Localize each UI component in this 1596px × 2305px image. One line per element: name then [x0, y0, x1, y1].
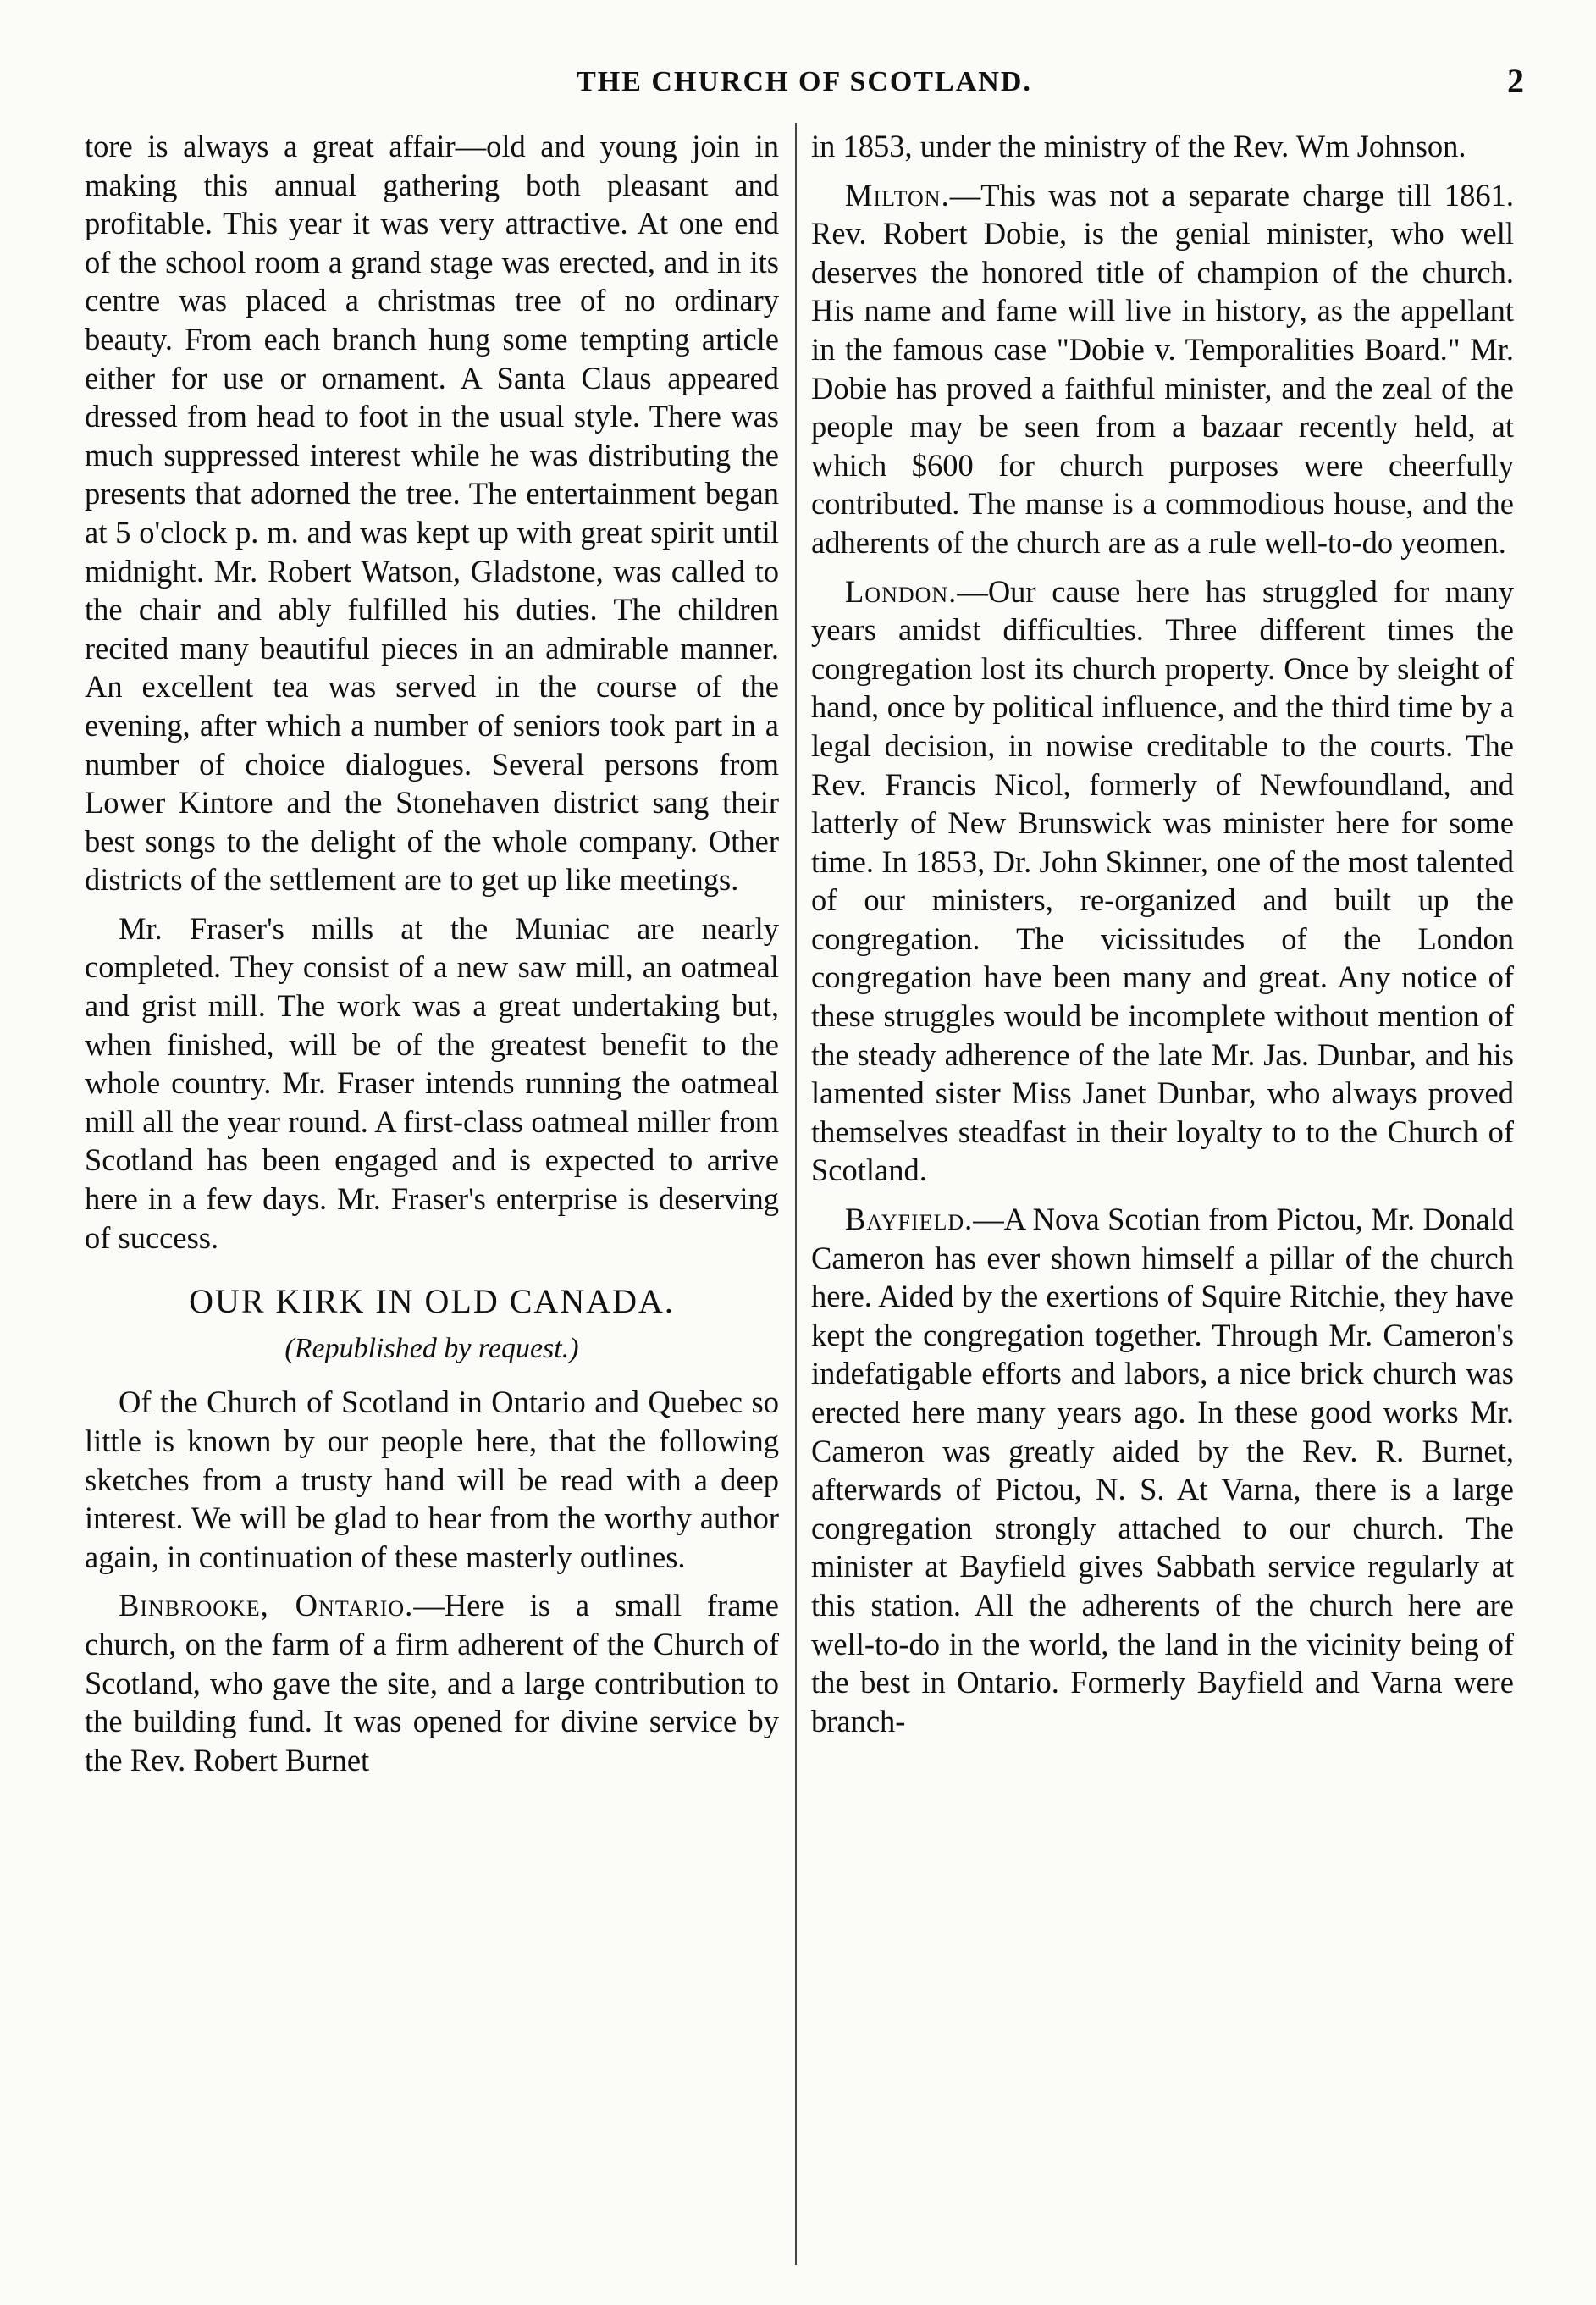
left-column: [85, 127, 779, 1789]
paragraph-christmas-entertainment: tore is always a great affair—old and young join in making this annual gathering both pleasant and profitable. This year it was very attractive. At one end of the school room a grand stage was erected, and in its centre was placed a christmas tree of no ordinary beauty. From each branch hung some tempting article either for use or ornament. A Santa Claus appeared dressed from head to foot in the usual style. There was much suppressed interest while he was distributing the presents that adorned the tree. The entertainment began at 5 o'clock p. m. and was kept up with great spirit until midnight. Mr. Robert Watson, Gladstone, was called to the chair and ably fulfilled his duties. The children recited many beautiful pieces in an admirable manner. An excellent tea was served in the course of the evening, after which a number of seniors took part in a number of choice dialogues. Several persons from Lower Kintore and the Stonehaven district sang their best songs to the delight of the whole company. Other districts of the settlement are to get up like meetings.: [85, 129, 779, 898]
place-name-london: London.: [845, 573, 958, 609]
page-header: [85, 62, 1524, 108]
column-divider: [795, 123, 797, 2265]
paragraph-london: [811, 572, 1514, 1191]
paragraph-binbrooke-text: —Here is a small frame church, on the farm of a firm adherent of the Church of Scotland, who gave the site, and a large contribution to the building fund. It was opened for divine service by the Rev. Robert Burnet: [85, 1588, 780, 1777]
place-name-milton: Milton.: [845, 177, 950, 213]
running-title: THE CHURCH OF SCOTLAND.: [577, 66, 1032, 97]
place-name-bayfield: Bayfield.: [845, 1202, 974, 1237]
paragraph-fraser-mills: Mr. Fraser's mills at the Muniac are nearly completed. They consist of a new saw mill, an oatmeal and grist mill. The work was a great undertaking but, when finished, will be of the greatest benefit to the whole country. Mr. Fraser intends running the oatmeal mill all the year round. A first-class oatmeal miller from Scotland has been engaged and is expected to arrive here in a few days. Mr. Fraser's enterprise is deserving of success.: [85, 910, 779, 1255]
paragraph-introduction: Of the Church of Scotland in Ontario and Quebec so little is known by our people here, that the following sketches from a trusty hand will be read with a deep interest. We will be glad to hear from the worthy author again, in continuation of these masterly outlines.: [85, 1385, 779, 1574]
article-subheading: (Republished by request.): [284, 1332, 579, 1364]
paragraph-binbrooke: [85, 1586, 779, 1779]
paragraph-london-text: —Our cause here has struggled for many years amidst difficulties. Three different times the congregation lost its church property. Once by sleight of hand, once by political influence, and the third time by a legal decision, in nowise creditable to the courts. The Rev. Francis Nicol, formerly of Newfoundland, and latterly of New Brunswick was minister here for some time. In 1853, Dr. John Skinner, one of the most talented of our ministers, re-organized and built up the congregation. The vicissitudes of the London congregation have been many and great. Any notice of these struggles would be incomplete without mention of the steady adherence of the late Mr. Jas. Dunbar, and his lamented sister Miss Janet Dunbar, who always proved themselves steadfast in their loyalty to to the Church of Scotland.: [811, 573, 1514, 1188]
paragraph-milton-text: —This was not a separate charge till 1861. Rev. Robert Dobie, is the genial minister, who well deserves the honored title of champion of the church. His name and fame will live in history, as the appellant in the famous case "Dobie v. Temporalities Board." Mr. Dobie has proved a faithful minister, and the zeal of the people may be seen from a bazaar recently held, at which $600 for church purposes were cheerfully contributed. The manse is a commodious house, and the adherents of the church are as a rule well-to-do yeomen.: [811, 177, 1514, 560]
place-name-binbrooke: Binbrooke, Ontario.: [119, 1588, 414, 1623]
paragraph-binbrooke-continued: in 1853, under the ministry of the Rev. Wm Johnson.: [811, 129, 1466, 163]
article-heading: OUR KIRK IN OLD CANADA.: [189, 1282, 675, 1321]
paragraph-milton: [811, 176, 1514, 562]
paragraph-bayfield: [811, 1200, 1514, 1740]
page-number: 2: [1507, 62, 1524, 100]
right-column: [811, 127, 1514, 1750]
paragraph-bayfield-text: —A Nova Scotian from Pictou, Mr. Donald Cameron has ever shown himself a pillar of the church here. Aided by the exertions of Squire Ritchie, they have kept the congregation together. Through Mr. Cameron's indefatigable efforts and labors, a nice brick church was erected here many years ago. In these good works Mr. Cameron was greatly aided by the Rev. R. Burnet, afterwards of Pictou, N. S. At Varna, there is a large congregation strongly attached to our church. The minister at Bayfield gives Sabbath service regularly at this station. All the adherents of the church here are well-to-do in the world, the land in the vicinity being of the best in Ontario. Formerly Bayfield and Varna were branch-: [811, 1202, 1514, 1738]
